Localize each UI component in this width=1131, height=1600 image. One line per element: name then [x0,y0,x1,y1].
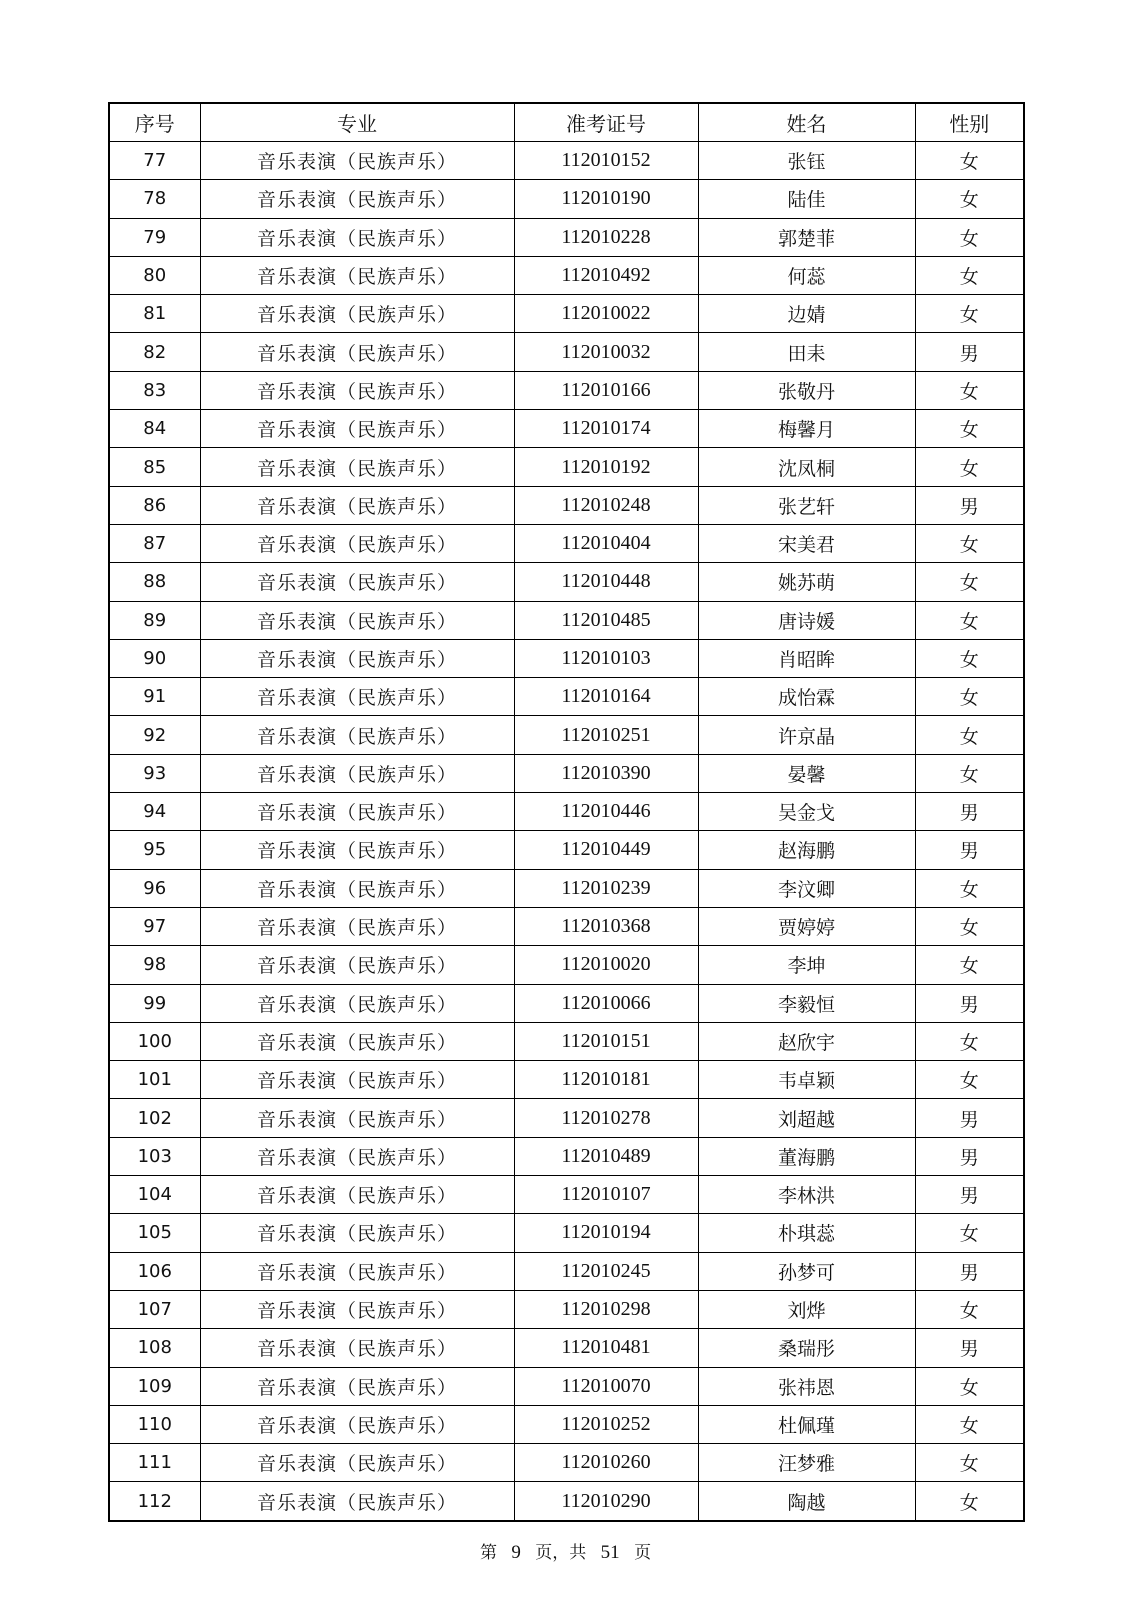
table-row [109,218,1024,256]
table-cell-name: 晏馨 [698,754,915,792]
table-row [109,410,1024,448]
table-cell-seq: 91 [109,678,200,716]
table-cell-name: 董海鹏 [698,1137,915,1175]
table-row [109,793,1024,831]
table-cell-gender: 男 [915,333,1024,371]
table-cell-name: 张祎恩 [698,1367,915,1405]
table-row [109,1405,1024,1443]
table-cell-exam-id: 112010190 [514,180,698,218]
table-cell-major: 音乐表演（民族声乐） [200,180,514,218]
table-cell-seq: 109 [109,1367,200,1405]
table-cell-name: 许京晶 [698,716,915,754]
table-cell-gender: 女 [915,1405,1024,1443]
table-cell-major: 音乐表演（民族声乐） [200,486,514,524]
table-cell-seq: 98 [109,946,200,984]
table-cell-name: 姚苏萌 [698,563,915,601]
table-row [109,1099,1024,1137]
table-row [109,754,1024,792]
table-cell-name: 田耒 [698,333,915,371]
table-cell-name: 沈凤桐 [698,448,915,486]
table-cell-major: 音乐表演（民族声乐） [200,1176,514,1214]
table-cell-seq: 95 [109,831,200,869]
table-row [109,984,1024,1022]
table-row [109,563,1024,601]
table-cell-seq: 93 [109,754,200,792]
table-row [109,907,1024,945]
table-cell-major: 音乐表演（民族声乐） [200,793,514,831]
table-cell-exam-id: 112010152 [514,142,698,180]
table-row [109,142,1024,180]
table-cell-exam-id: 112010181 [514,1061,698,1099]
table-cell-name: 汪梦雅 [698,1444,915,1482]
table-cell-exam-id: 112010022 [514,295,698,333]
table-cell-name: 唐诗媛 [698,601,915,639]
table-cell-exam-id: 112010251 [514,716,698,754]
table-cell-exam-id: 112010032 [514,333,698,371]
table-cell-major: 音乐表演（民族声乐） [200,1444,514,1482]
table-cell-seq: 97 [109,907,200,945]
table-cell-exam-id: 112010107 [514,1176,698,1214]
table-cell-exam-id: 112010020 [514,946,698,984]
table-cell-exam-id: 112010174 [514,410,698,448]
table-cell-gender: 女 [915,1290,1024,1328]
footer-page-number: 9 [511,1542,521,1563]
table-cell-name: 李林洪 [698,1176,915,1214]
table-cell-name: 刘烨 [698,1290,915,1328]
table-cell-major: 音乐表演（民族声乐） [200,142,514,180]
table-cell-exam-id: 112010368 [514,907,698,945]
table-cell-gender: 男 [915,793,1024,831]
table-cell-gender: 女 [915,716,1024,754]
header-exam-id: 准考证号 [514,103,698,142]
table-cell-seq: 80 [109,256,200,294]
table-cell-gender: 男 [915,1176,1024,1214]
table-cell-name: 张钰 [698,142,915,180]
table-cell-gender: 女 [915,410,1024,448]
table-cell-gender: 女 [915,295,1024,333]
table-cell-gender: 男 [915,1329,1024,1367]
table-cell-major: 音乐表演（民族声乐） [200,1367,514,1405]
table-cell-name: 边婧 [698,295,915,333]
table-row [109,1252,1024,1290]
table-cell-gender: 女 [915,218,1024,256]
table-cell-major: 音乐表演（民族声乐） [200,371,514,409]
table-row [109,946,1024,984]
table-cell-name: 成怡霖 [698,678,915,716]
table-cell-major: 音乐表演（民族声乐） [200,1099,514,1137]
table-cell-major: 音乐表演（民族声乐） [200,1290,514,1328]
table-cell-gender: 男 [915,486,1024,524]
table-cell-name: 张敬丹 [698,371,915,409]
table-cell-major: 音乐表演（民族声乐） [200,1405,514,1443]
table-cell-name: 肖昭眸 [698,639,915,677]
table-cell-major: 音乐表演（民族声乐） [200,1329,514,1367]
table-row [109,1022,1024,1060]
table-cell-gender: 男 [915,984,1024,1022]
table-cell-major: 音乐表演（民族声乐） [200,1137,514,1175]
table-cell-gender: 女 [915,1444,1024,1482]
table-cell-exam-id: 112010252 [514,1405,698,1443]
table-body [109,142,1024,1521]
table-cell-seq: 81 [109,295,200,333]
table-cell-seq: 90 [109,639,200,677]
table-cell-major: 音乐表演（民族声乐） [200,1252,514,1290]
table-cell-seq: 88 [109,563,200,601]
table-cell-exam-id: 112010448 [514,563,698,601]
table-cell-exam-id: 112010070 [514,1367,698,1405]
table-cell-name: 韦卓颖 [698,1061,915,1099]
table-cell-exam-id: 112010390 [514,754,698,792]
table-cell-exam-id: 112010192 [514,448,698,486]
table-cell-gender: 男 [915,831,1024,869]
table-cell-gender: 男 [915,1137,1024,1175]
table-cell-exam-id: 112010404 [514,524,698,562]
table-cell-exam-id: 112010290 [514,1482,698,1521]
table-cell-name: 李坤 [698,946,915,984]
table-cell-major: 音乐表演（民族声乐） [200,256,514,294]
table-cell-seq: 102 [109,1099,200,1137]
table-cell-major: 音乐表演（民族声乐） [200,601,514,639]
table-cell-name: 梅馨月 [698,410,915,448]
table-cell-gender: 女 [915,180,1024,218]
table-cell-seq: 94 [109,793,200,831]
table-cell-gender: 女 [915,1061,1024,1099]
table-row [109,831,1024,869]
header-major: 专业 [200,103,514,142]
table-cell-gender: 女 [915,946,1024,984]
table-cell-gender: 女 [915,524,1024,562]
table-cell-exam-id: 112010446 [514,793,698,831]
table-cell-gender: 女 [915,1022,1024,1060]
table-cell-major: 音乐表演（民族声乐） [200,907,514,945]
table-cell-exam-id: 112010492 [514,256,698,294]
table-cell-gender: 女 [915,1482,1024,1521]
table-cell-gender: 女 [915,754,1024,792]
table-cell-exam-id: 112010489 [514,1137,698,1175]
table-row [109,1444,1024,1482]
table-row [109,1137,1024,1175]
table-cell-gender: 女 [915,907,1024,945]
table-row [109,256,1024,294]
table-cell-seq: 78 [109,180,200,218]
table-cell-exam-id: 112010103 [514,639,698,677]
table-row [109,1214,1024,1252]
table-cell-seq: 106 [109,1252,200,1290]
table-cell-seq: 99 [109,984,200,1022]
table-cell-major: 音乐表演（民族声乐） [200,1214,514,1252]
footer-total-pages: 51 [600,1542,620,1563]
table-row [109,448,1024,486]
table-cell-major: 音乐表演（民族声乐） [200,754,514,792]
table-row [109,639,1024,677]
table-cell-gender: 女 [915,563,1024,601]
table-cell-gender: 女 [915,678,1024,716]
table-cell-exam-id: 112010260 [514,1444,698,1482]
table-cell-major: 音乐表演（民族声乐） [200,1482,514,1521]
table-cell-exam-id: 112010245 [514,1252,698,1290]
table-cell-major: 音乐表演（民族声乐） [200,295,514,333]
table-row [109,180,1024,218]
table-cell-name: 孙梦可 [698,1252,915,1290]
table-cell-gender: 男 [915,1099,1024,1137]
header-name: 姓名 [698,103,915,142]
table-cell-exam-id: 112010449 [514,831,698,869]
table-row [109,524,1024,562]
table-cell-exam-id: 112010278 [514,1099,698,1137]
table-cell-gender: 女 [915,142,1024,180]
table-cell-exam-id: 112010248 [514,486,698,524]
table-cell-name: 赵欣宇 [698,1022,915,1060]
table-cell-major: 音乐表演（民族声乐） [200,639,514,677]
table-row [109,601,1024,639]
table-cell-seq: 112 [109,1482,200,1521]
table-cell-name: 郭楚菲 [698,218,915,256]
table-cell-seq: 111 [109,1444,200,1482]
table-row [109,1329,1024,1367]
table-cell-seq: 87 [109,524,200,562]
table-cell-gender: 女 [915,601,1024,639]
table-cell-name: 朴琪蕊 [698,1214,915,1252]
table-cell-name: 李汶卿 [698,869,915,907]
table-cell-major: 音乐表演（民族声乐） [200,563,514,601]
table-row [109,869,1024,907]
table-cell-name: 吴金戈 [698,793,915,831]
table-cell-seq: 92 [109,716,200,754]
table-cell-seq: 103 [109,1137,200,1175]
header-gender: 性别 [915,103,1024,142]
table-cell-gender: 男 [915,1252,1024,1290]
table-cell-exam-id: 112010151 [514,1022,698,1060]
table-cell-exam-id: 112010066 [514,984,698,1022]
table-cell-gender: 女 [915,869,1024,907]
table-cell-seq: 89 [109,601,200,639]
table-row [109,486,1024,524]
footer-prefix: 第 [479,1543,497,1563]
table-cell-major: 音乐表演（民族声乐） [200,1061,514,1099]
table-cell-name: 李毅恒 [698,984,915,1022]
table-cell-major: 音乐表演（民族声乐） [200,218,514,256]
table-cell-seq: 84 [109,410,200,448]
table-cell-major: 音乐表演（民族声乐） [200,946,514,984]
table-cell-seq: 108 [109,1329,200,1367]
table-cell-exam-id: 112010166 [514,371,698,409]
table-cell-seq: 86 [109,486,200,524]
table-cell-gender: 女 [915,448,1024,486]
table-cell-gender: 女 [915,1214,1024,1252]
table-cell-name: 张艺轩 [698,486,915,524]
table-row [109,1176,1024,1214]
table-cell-name: 赵海鹏 [698,831,915,869]
table-cell-seq: 101 [109,1061,200,1099]
table-cell-name: 陆佳 [698,180,915,218]
table-cell-seq: 82 [109,333,200,371]
table-cell-name: 刘超越 [698,1099,915,1137]
table-cell-name: 桑瑞彤 [698,1329,915,1367]
table-row [109,716,1024,754]
table-row [109,678,1024,716]
table-cell-exam-id: 112010194 [514,1214,698,1252]
footer-suffix: 页 [634,1543,652,1563]
table-cell-seq: 85 [109,448,200,486]
admission-list-table [108,102,1025,1522]
table-cell-exam-id: 112010485 [514,601,698,639]
table-cell-major: 音乐表演（民族声乐） [200,869,514,907]
table-row [109,333,1024,371]
table-header-row [109,103,1024,142]
table-cell-name: 陶越 [698,1482,915,1521]
table-cell-seq: 96 [109,869,200,907]
table-cell-exam-id: 112010298 [514,1290,698,1328]
table-cell-name: 何蕊 [698,256,915,294]
table-cell-major: 音乐表演（民族声乐） [200,333,514,371]
table-cell-major: 音乐表演（民族声乐） [200,448,514,486]
table-cell-exam-id: 112010228 [514,218,698,256]
table-cell-major: 音乐表演（民族声乐） [200,831,514,869]
table-cell-seq: 105 [109,1214,200,1252]
table-cell-seq: 100 [109,1022,200,1060]
table-row [109,295,1024,333]
table-cell-major: 音乐表演（民族声乐） [200,984,514,1022]
table-cell-name: 宋美君 [698,524,915,562]
page-footer [0,1538,1131,1564]
table-cell-major: 音乐表演（民族声乐） [200,524,514,562]
table-cell-major: 音乐表演（民族声乐） [200,410,514,448]
table-cell-gender: 女 [915,1367,1024,1405]
table-cell-gender: 女 [915,639,1024,677]
table-cell-exam-id: 112010239 [514,869,698,907]
table-row [109,1367,1024,1405]
table-cell-seq: 77 [109,142,200,180]
table-cell-major: 音乐表演（民族声乐） [200,678,514,716]
table-cell-seq: 107 [109,1290,200,1328]
table-cell-gender: 女 [915,371,1024,409]
table-cell-gender: 女 [915,256,1024,294]
table-row [109,1482,1024,1521]
table-cell-name: 杜佩瑾 [698,1405,915,1443]
table-cell-seq: 79 [109,218,200,256]
footer-mid: 页，共 [535,1543,587,1563]
table-cell-major: 音乐表演（民族声乐） [200,1022,514,1060]
table-cell-seq: 110 [109,1405,200,1443]
table-cell-seq: 83 [109,371,200,409]
table-row [109,371,1024,409]
table-cell-exam-id: 112010481 [514,1329,698,1367]
header-seq: 序号 [109,103,200,142]
table-cell-name: 贾婷婷 [698,907,915,945]
table-row [109,1061,1024,1099]
table-cell-exam-id: 112010164 [514,678,698,716]
table-row [109,1290,1024,1328]
table-cell-seq: 104 [109,1176,200,1214]
table-cell-major: 音乐表演（民族声乐） [200,716,514,754]
